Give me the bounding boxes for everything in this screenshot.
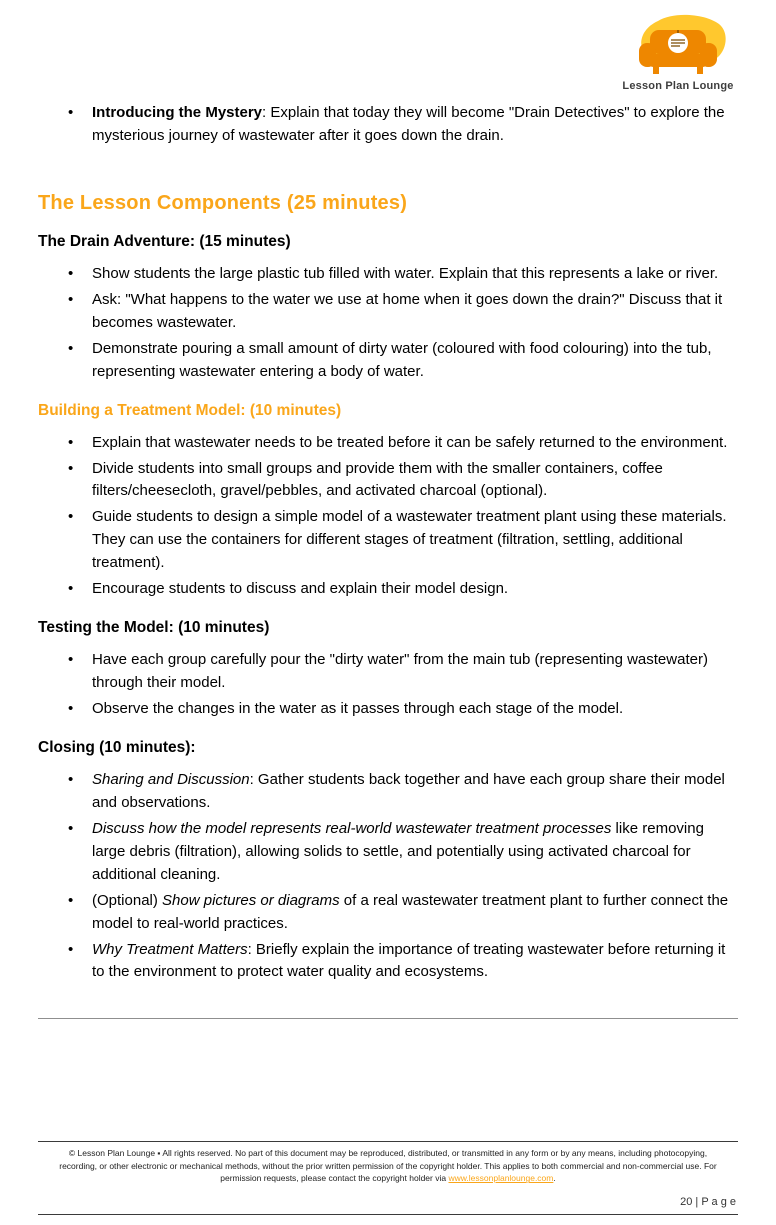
couch-logo-icon xyxy=(626,14,730,78)
bullet-text-segment: Guide students to design a simple model of a wastewater treatment plant using these materials. They can use the containers for different stages of treatment (filtration, settling, additional treatment). xyxy=(92,508,727,572)
page-footer xyxy=(38,1141,738,1215)
bullet-text-segment: Show pictures or diagrams xyxy=(162,891,340,909)
page-number: 20 | P a g e xyxy=(680,1196,736,1208)
bullet-text-segment: Divide students into small groups and provide them with the smaller containers, coffee filters/cheesecloth, gravel/pebbles, and activated charcoal (optional). xyxy=(92,459,663,500)
bullet-list xyxy=(38,769,738,984)
bullet-item xyxy=(38,698,738,721)
copyright-period: . xyxy=(553,1173,556,1184)
bullet-text-segment: (Optional) xyxy=(92,891,163,909)
bullet-item xyxy=(38,432,738,455)
bullet-item xyxy=(38,458,738,504)
bullet-text-segment: like removing large debris (filtration), allowing solids to settle, and potentially using activated charcoal for additional cleaning. xyxy=(92,819,704,883)
bullet-text-segment: Encourage students to discuss and explain their model design. xyxy=(92,580,509,598)
bullet-text-segment: Show students the large plastic tub filled with water. Explain that this represents a lake or river. xyxy=(92,264,719,282)
copyright-text xyxy=(38,1141,738,1189)
bullet-item xyxy=(38,818,738,887)
bullet-text-segment: Have each group carefully pour the "dirty water" from the main tub (representing wastewater) through their model. xyxy=(92,651,708,692)
section-heading: Testing the Model: (10 minutes) xyxy=(38,619,270,637)
brand-name: Lesson Plan Lounge xyxy=(622,80,734,92)
bullet-text-segment: : Briefly explain the importance of treating wastewater before returning it to the environment to protect water quality and ecosystems. xyxy=(92,940,726,981)
footer-bottom-rule xyxy=(38,1214,738,1215)
bullet-item xyxy=(38,506,738,575)
bullet-list xyxy=(38,432,738,602)
brand-logo xyxy=(618,14,738,92)
bullet-text-segment: Demonstrate pouring a small amount of dirty water (coloured with food colouring) into the tub, representing wastewater entering a body of water. xyxy=(92,339,712,380)
page-number-row xyxy=(38,1189,738,1214)
section-heading: Building a Treatment Model: (10 minutes) xyxy=(38,401,342,419)
bullet-item xyxy=(38,289,738,335)
bullet-item xyxy=(38,102,738,148)
bullet-text-segment: of a real wastewater treatment plant to further connect the model to real-world practices. xyxy=(92,891,729,932)
bullet-item xyxy=(38,578,738,601)
bullet-item xyxy=(38,649,738,695)
bullet-item xyxy=(38,338,738,384)
bullet-list xyxy=(38,263,738,384)
bullet-item xyxy=(38,263,738,286)
bullet-text-segment: Discuss how the model represents real-world wastewater treatment processes xyxy=(92,819,612,837)
section-heading: The Drain Adventure: (15 minutes) xyxy=(38,232,291,250)
bullet-text-segment: Sharing and Discussion xyxy=(92,770,250,788)
intro-bullet-list xyxy=(38,102,738,148)
sections xyxy=(38,233,738,985)
content-divider xyxy=(38,1018,738,1019)
bullet-item xyxy=(38,939,738,985)
bullet-text-segment: : Gather students back together and have each group share their model and observations. xyxy=(92,770,725,811)
bullet-text-segment: Why Treatment Matters xyxy=(92,940,248,958)
bullet-text-segment: Ask: "What happens to the water we use at home when it goes down the drain?" Discuss that it becomes wastewater. xyxy=(92,290,723,331)
bullet-item xyxy=(38,890,738,936)
bullet-lead-text: Introducing the Mystery xyxy=(92,104,263,121)
page-title: The Lesson Components (25 minutes) xyxy=(38,191,408,214)
bullet-body-text: : Explain that today they will become "Drain Detectives" to explore the mysterious journey of wastewater after it goes down the drain. xyxy=(92,104,725,144)
bullet-list xyxy=(38,649,738,721)
copyright-body: © Lesson Plan Lounge ▪ All rights reserved. No part of this document may be reproduced, distributed, or transmitted in any form or by any means, including photocopying, recording, or other electronic or mechanical methods, without the prior written permission of the copyright holder. This applies to both commercial and non-commercial use. For permission requests, please contact the copyright holder via xyxy=(59,1147,717,1184)
section-heading: Closing (10 minutes): xyxy=(38,738,196,756)
bullet-item xyxy=(38,769,738,815)
bullet-text-segment: Observe the changes in the water as it passes through each stage of the model. xyxy=(92,700,624,717)
bullet-text-segment: Explain that wastewater needs to be treated before it can be safely returned to the environment. xyxy=(92,433,728,451)
footer-link[interactable]: www.lessonplanlounge.com xyxy=(448,1173,554,1184)
